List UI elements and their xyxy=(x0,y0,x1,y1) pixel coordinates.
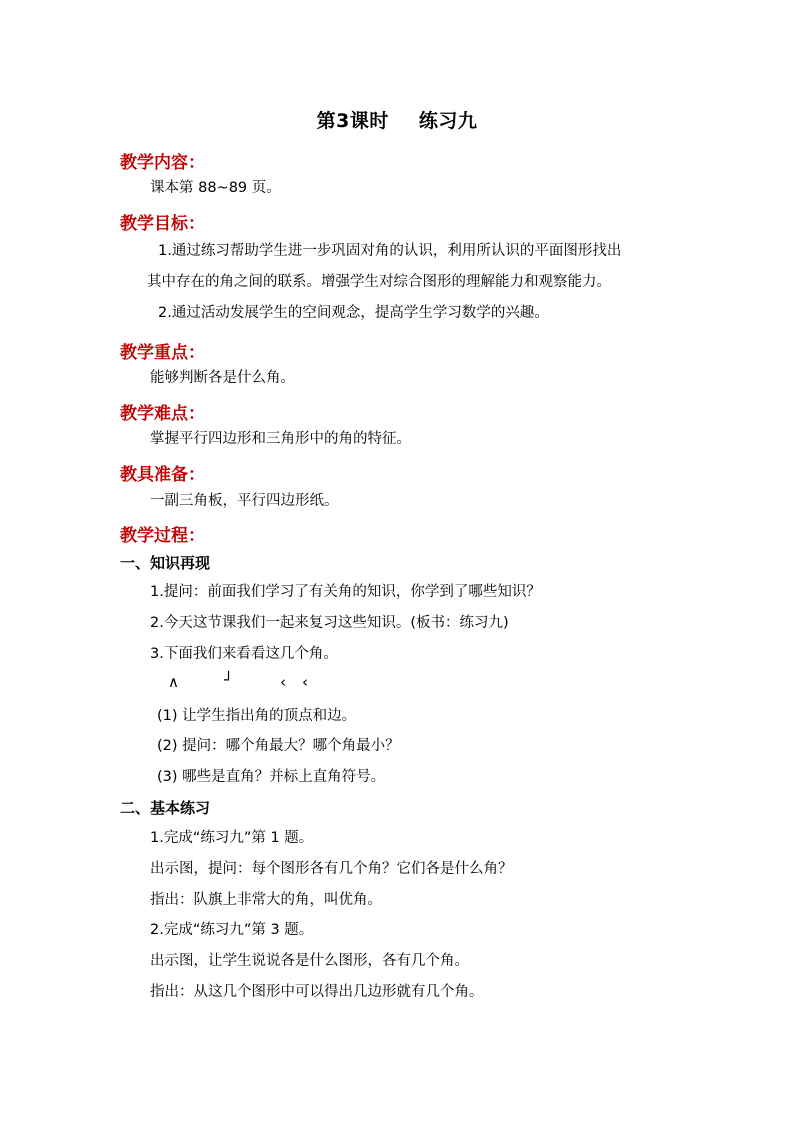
lesson-title xyxy=(0,106,794,133)
lesson-topic: 练习九 xyxy=(418,110,478,132)
tools-heading: 教具准备： xyxy=(120,465,205,485)
part2-line-6: 指出：从这几个图形中可以得出几边形就有几个角。 xyxy=(150,984,484,1000)
key-point-text: 能够判断各是什么角。 xyxy=(150,370,295,386)
part2-line-3: 指出：队旗上非常大的角，叫优角。 xyxy=(150,892,382,908)
part1-sub-line-2: (2) 提问：哪个角最大？哪个角最小？ xyxy=(157,738,400,754)
part2-line-1: 1.完成“练习九”第 1 题。 xyxy=(150,830,314,846)
part1-sub-line-1: (1) 让学生指出角的顶点和边。 xyxy=(157,708,357,724)
content-text: 课本第 88~89 页。 xyxy=(150,180,281,196)
tools-text: 一副三角板，平行四边形纸。 xyxy=(150,493,339,509)
angle-symbol-3: ‹ xyxy=(280,673,286,691)
angle-symbol-2: ┘ xyxy=(224,671,234,689)
difficulty-heading: 教学难点： xyxy=(120,404,205,424)
difficulty-text: 掌握平行四边形和三角形中的角的特征。 xyxy=(150,431,411,447)
goals-heading: 教学目标： xyxy=(120,214,205,234)
angle-symbol-4: ‹ xyxy=(302,673,308,691)
angle-symbol-1: ∧ xyxy=(168,673,179,691)
goal-line-2: 其中存在的角之间的联系。增强学生对综合图形的理解能力和观察能力。 xyxy=(147,274,611,290)
goal-line-1: 1.通过练习帮助学生进一步巩固对角的认识，利用所认识的平面图形找出 xyxy=(158,243,622,259)
process-heading: 教学过程： xyxy=(120,526,205,546)
lesson-number: 第3课时 xyxy=(316,110,389,132)
goal-line-3: 2.通过活动发展学生的空间观念，提高学生学习数学的兴趣。 xyxy=(158,305,549,321)
content-heading: 教学内容： xyxy=(120,153,205,173)
part2-line-4: 2.完成“练习九”第 3 题。 xyxy=(150,922,314,938)
part2-title: 二、基本练习 xyxy=(120,799,211,817)
part1-line-3: 3.下面我们来看看这几个角。 xyxy=(150,646,338,662)
part1-sub-line-3: (3) 哪些是直角？并标上直角符号。 xyxy=(157,769,386,785)
part1-line-2: 2.今天这节课我们一起来复习这些知识。(板书：练习九) xyxy=(150,615,509,631)
part2-line-2: 出示图，提问：每个图形各有几个角？它们各是什么角？ xyxy=(150,861,513,877)
key-point-heading: 教学重点： xyxy=(120,343,205,363)
part1-title: 一、知识再现 xyxy=(120,554,211,572)
part2-line-5: 出示图，让学生说说各是什么图形，各有几个角。 xyxy=(150,953,469,969)
part1-line-1: 1.提问：前面我们学习了有关角的知识，你学到了哪些知识？ xyxy=(150,584,541,600)
